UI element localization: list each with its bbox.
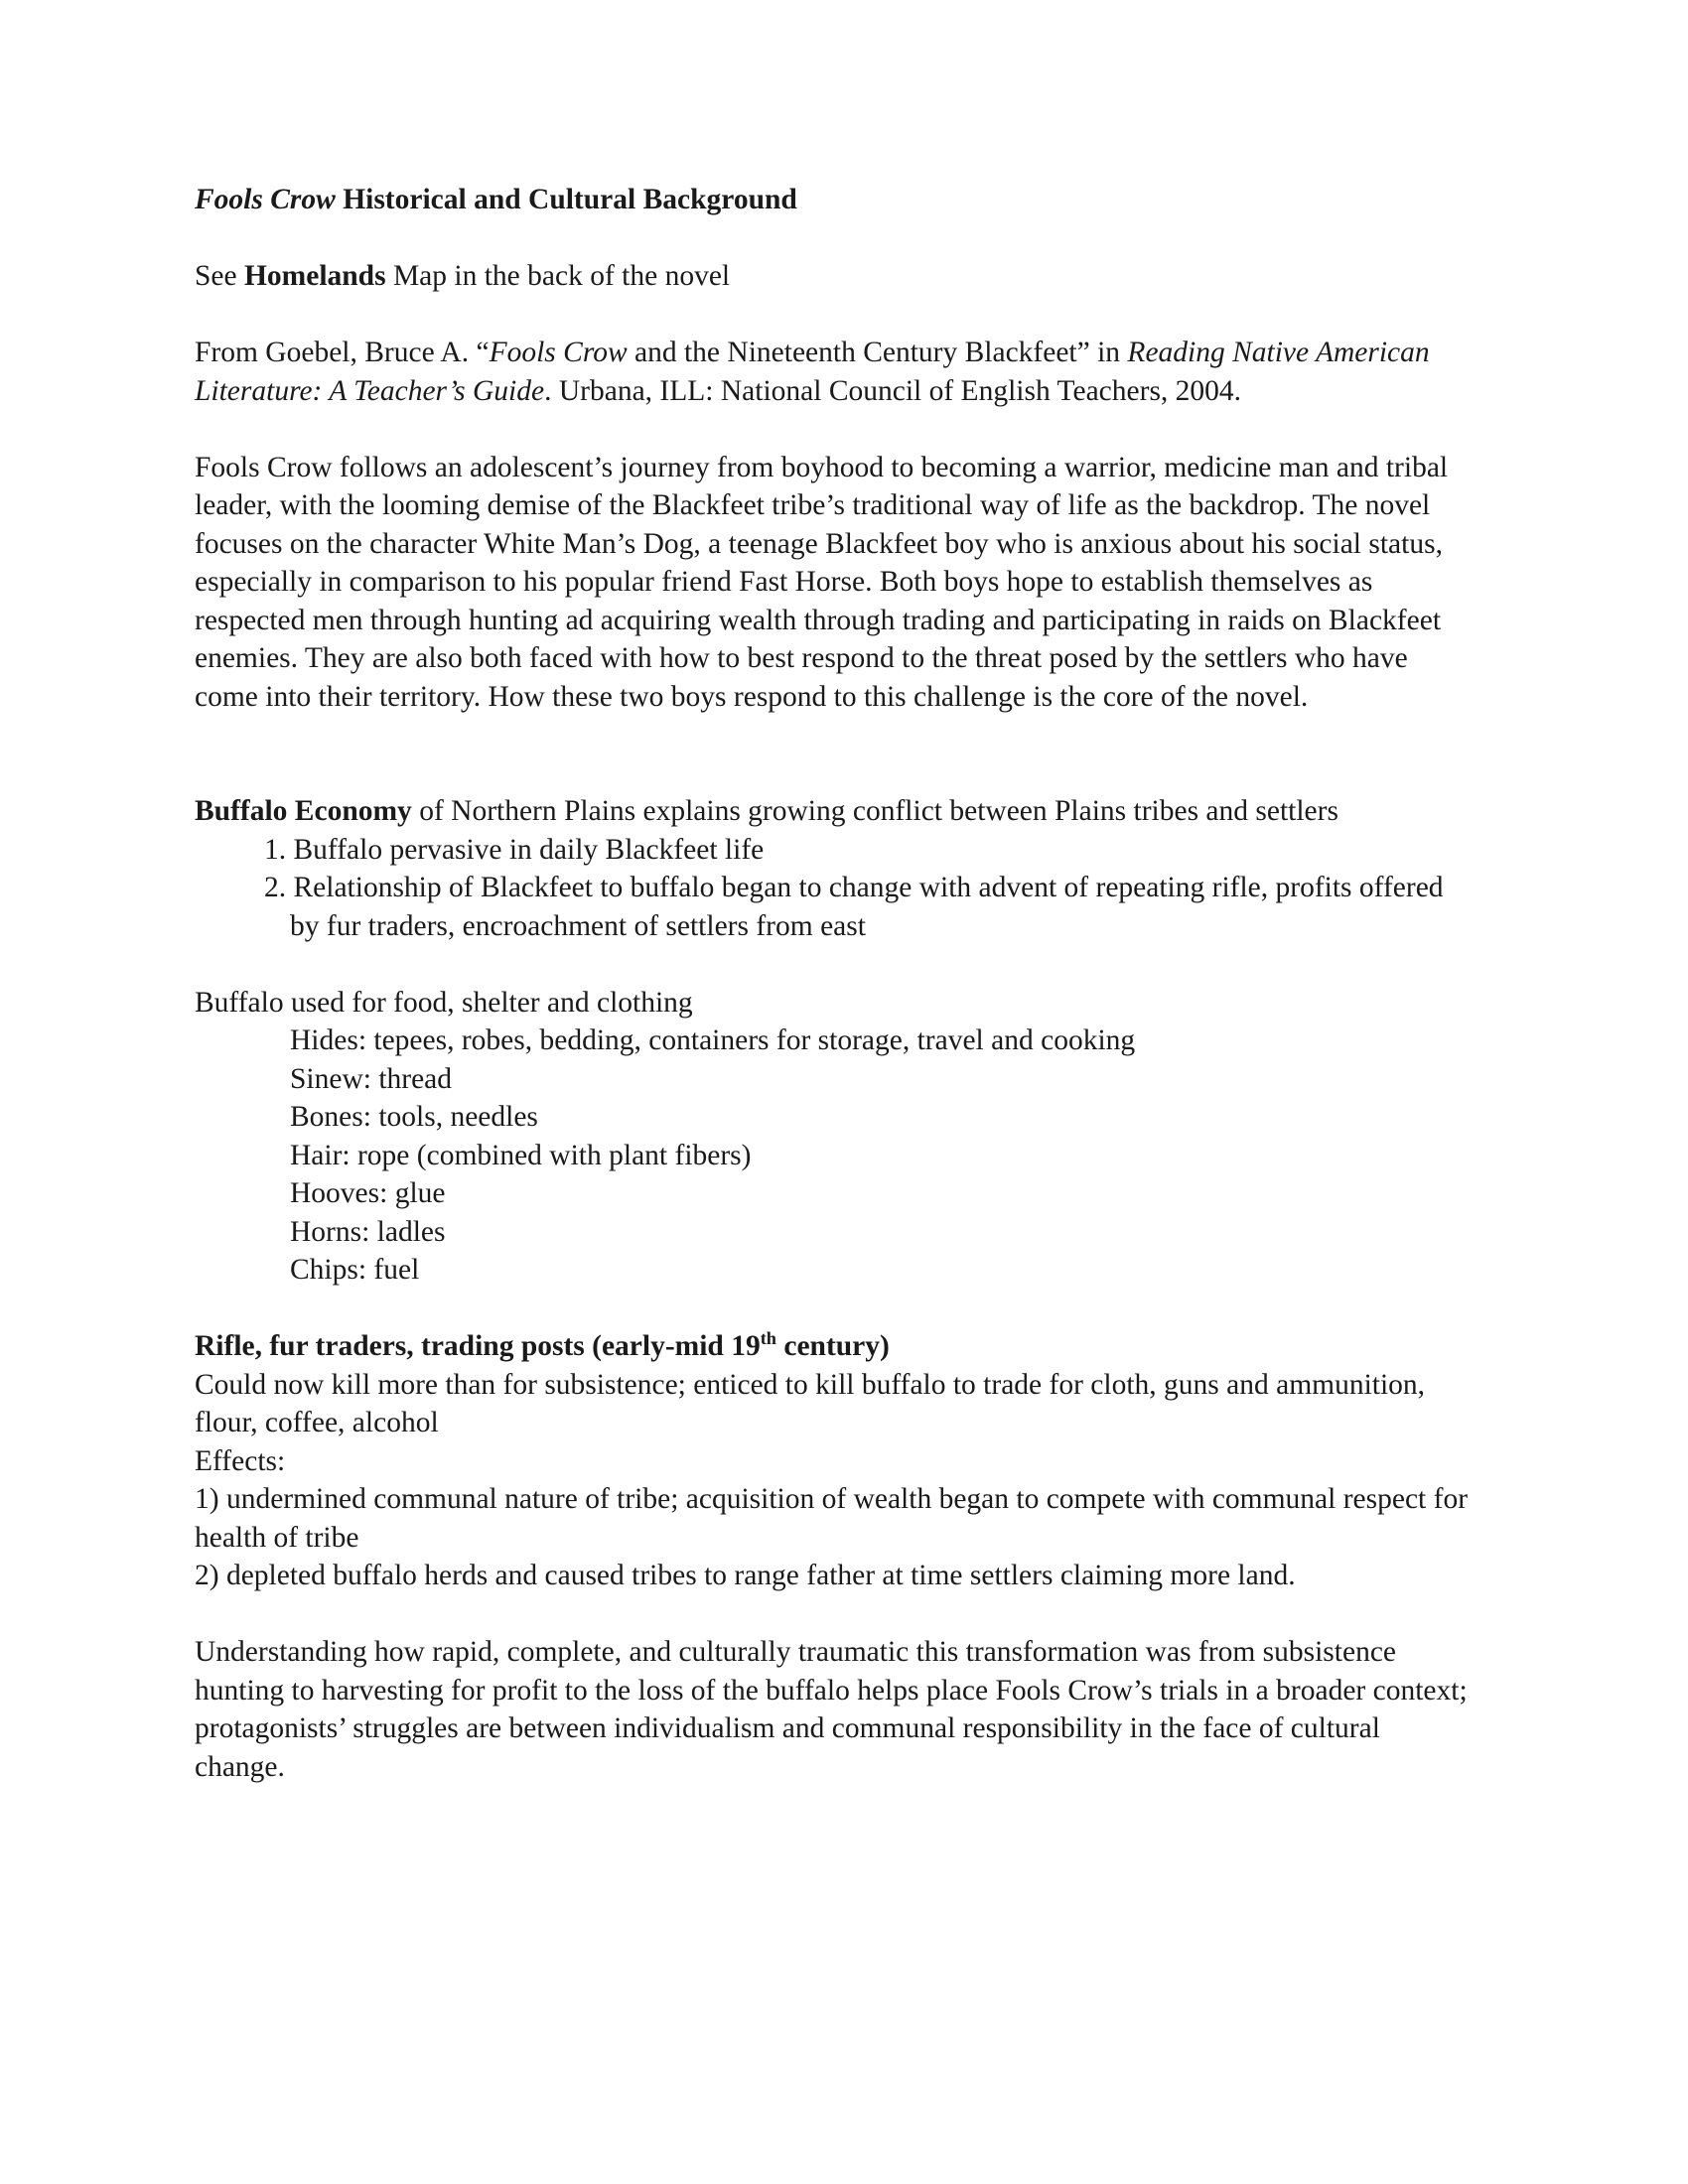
spacer [195, 1290, 1476, 1328]
homelands-note-after: Map in the back of the novel [385, 260, 731, 292]
source-citation [195, 334, 1476, 410]
spacer [195, 410, 1476, 449]
rifle-heading-before: Rifle, fur traders, trading posts (early-mid 19 [195, 1330, 761, 1362]
homelands-note-before: See [195, 260, 244, 292]
spacer [195, 1595, 1476, 1634]
document-body [195, 181, 1476, 1786]
citation-work-title: Fools Crow [489, 337, 628, 368]
buffalo-economy-heading [195, 792, 1476, 831]
list-item: Chips: fuel [290, 1254, 420, 1286]
list-item: Sinew: thread [290, 1062, 453, 1095]
buffalo-economy-heading-rest: of Northern Plains explains growing conflict between Plains tribes and settlers [411, 795, 1338, 827]
spacer [195, 716, 1476, 754]
list-item: Hair: rope (combined with plant fibers) [290, 1139, 752, 1171]
closing-paragraph: Understanding how rapid, complete, and culturally traumatic this transformation was from subsistence hunting to harvesting for profit to the loss of the buffalo helps place Fools Crow’s trials in a broader context; protagonists’ struggles are between individualism and communal responsibility in the face of cultural change. [195, 1636, 1468, 1783]
effects-item: 2) depleted buffalo herds and caused tribes to range father at time settlers claiming more land. [195, 1560, 1296, 1591]
spacer [195, 945, 1476, 984]
homelands-note [195, 257, 1476, 296]
spacer [195, 219, 1476, 258]
spacer [195, 754, 1476, 793]
rifle-heading-superscript: th [760, 1328, 776, 1349]
summary-paragraph: Fools Crow follows an adolescent’s journey from boyhood to becoming a warrior, medicine man and tribal leader, with the looming demise of the Blackfeet tribe’s traditional way of life as the backdrop. The novel focuses on the character White Man’s Dog, a teenage Blackfeet boy who is anxious about his social status, especially in comparison to his popular friend Fast Horse. Both boys hope to establish themselves as respected men through hunting ad acquiring wealth through trading and participating in raids on Blackfeet enemies. They are also both faced with how to best respond to the threat posed by the settlers who have come into their territory. How these two boys respond to this challenge is the core of the novel. [195, 451, 1449, 713]
rifle-section-heading [195, 1327, 1476, 1366]
citation-book-title: Reading Native American Literature: A Teacher’s Guide [195, 337, 1430, 407]
list-item: 2. Relationship of Blackfeet to buffalo began to change with advent of repeating rifle, profits offered by fur traders, encroachment of settlers from east [264, 872, 1444, 942]
citation-segment-3: and the Nineteenth Century Blackfeet” in [627, 337, 1128, 368]
buffalo-uses-intro: Buffalo used for food, shelter and clothing [195, 986, 693, 1019]
citation-segment-5: . Urbana, ILL: National Council of English Teachers, 2004. [544, 374, 1242, 407]
effects-label: Effects: [195, 1444, 286, 1477]
list-item: 1. Buffalo pervasive in daily Blackfeet life [264, 833, 765, 866]
list-item: Horns: ladles [290, 1215, 446, 1248]
spacer [195, 296, 1476, 335]
effects-item: 1) undermined communal nature of tribe; acquisition of wealth began to compete with communal respect for health of tribe [195, 1483, 1469, 1554]
page-title-italic-part: Fools Crow [195, 184, 336, 215]
page-title [195, 181, 1476, 219]
list-item: Bones: tools, needles [290, 1101, 538, 1133]
list-item: Hides: tepees, robes, bedding, containers for storage, travel and cooking [290, 1024, 1136, 1056]
citation-segment-1: From Goebel, Bruce A. “ [195, 337, 490, 368]
rifle-heading-after: century) [775, 1330, 890, 1362]
list-item: Hooves: glue [290, 1177, 446, 1209]
buffalo-economy-heading-bold: Buffalo Economy [195, 795, 412, 827]
page-title-rest: Historical and Cultural Background [335, 184, 797, 215]
rifle-section-line-1: Could now kill more than for subsistence; enticed to kill buffalo to trade for cloth, guns and ammunition, flour, coffee, alcohol [195, 1368, 1426, 1438]
homelands-keyword: Homelands [243, 260, 386, 292]
